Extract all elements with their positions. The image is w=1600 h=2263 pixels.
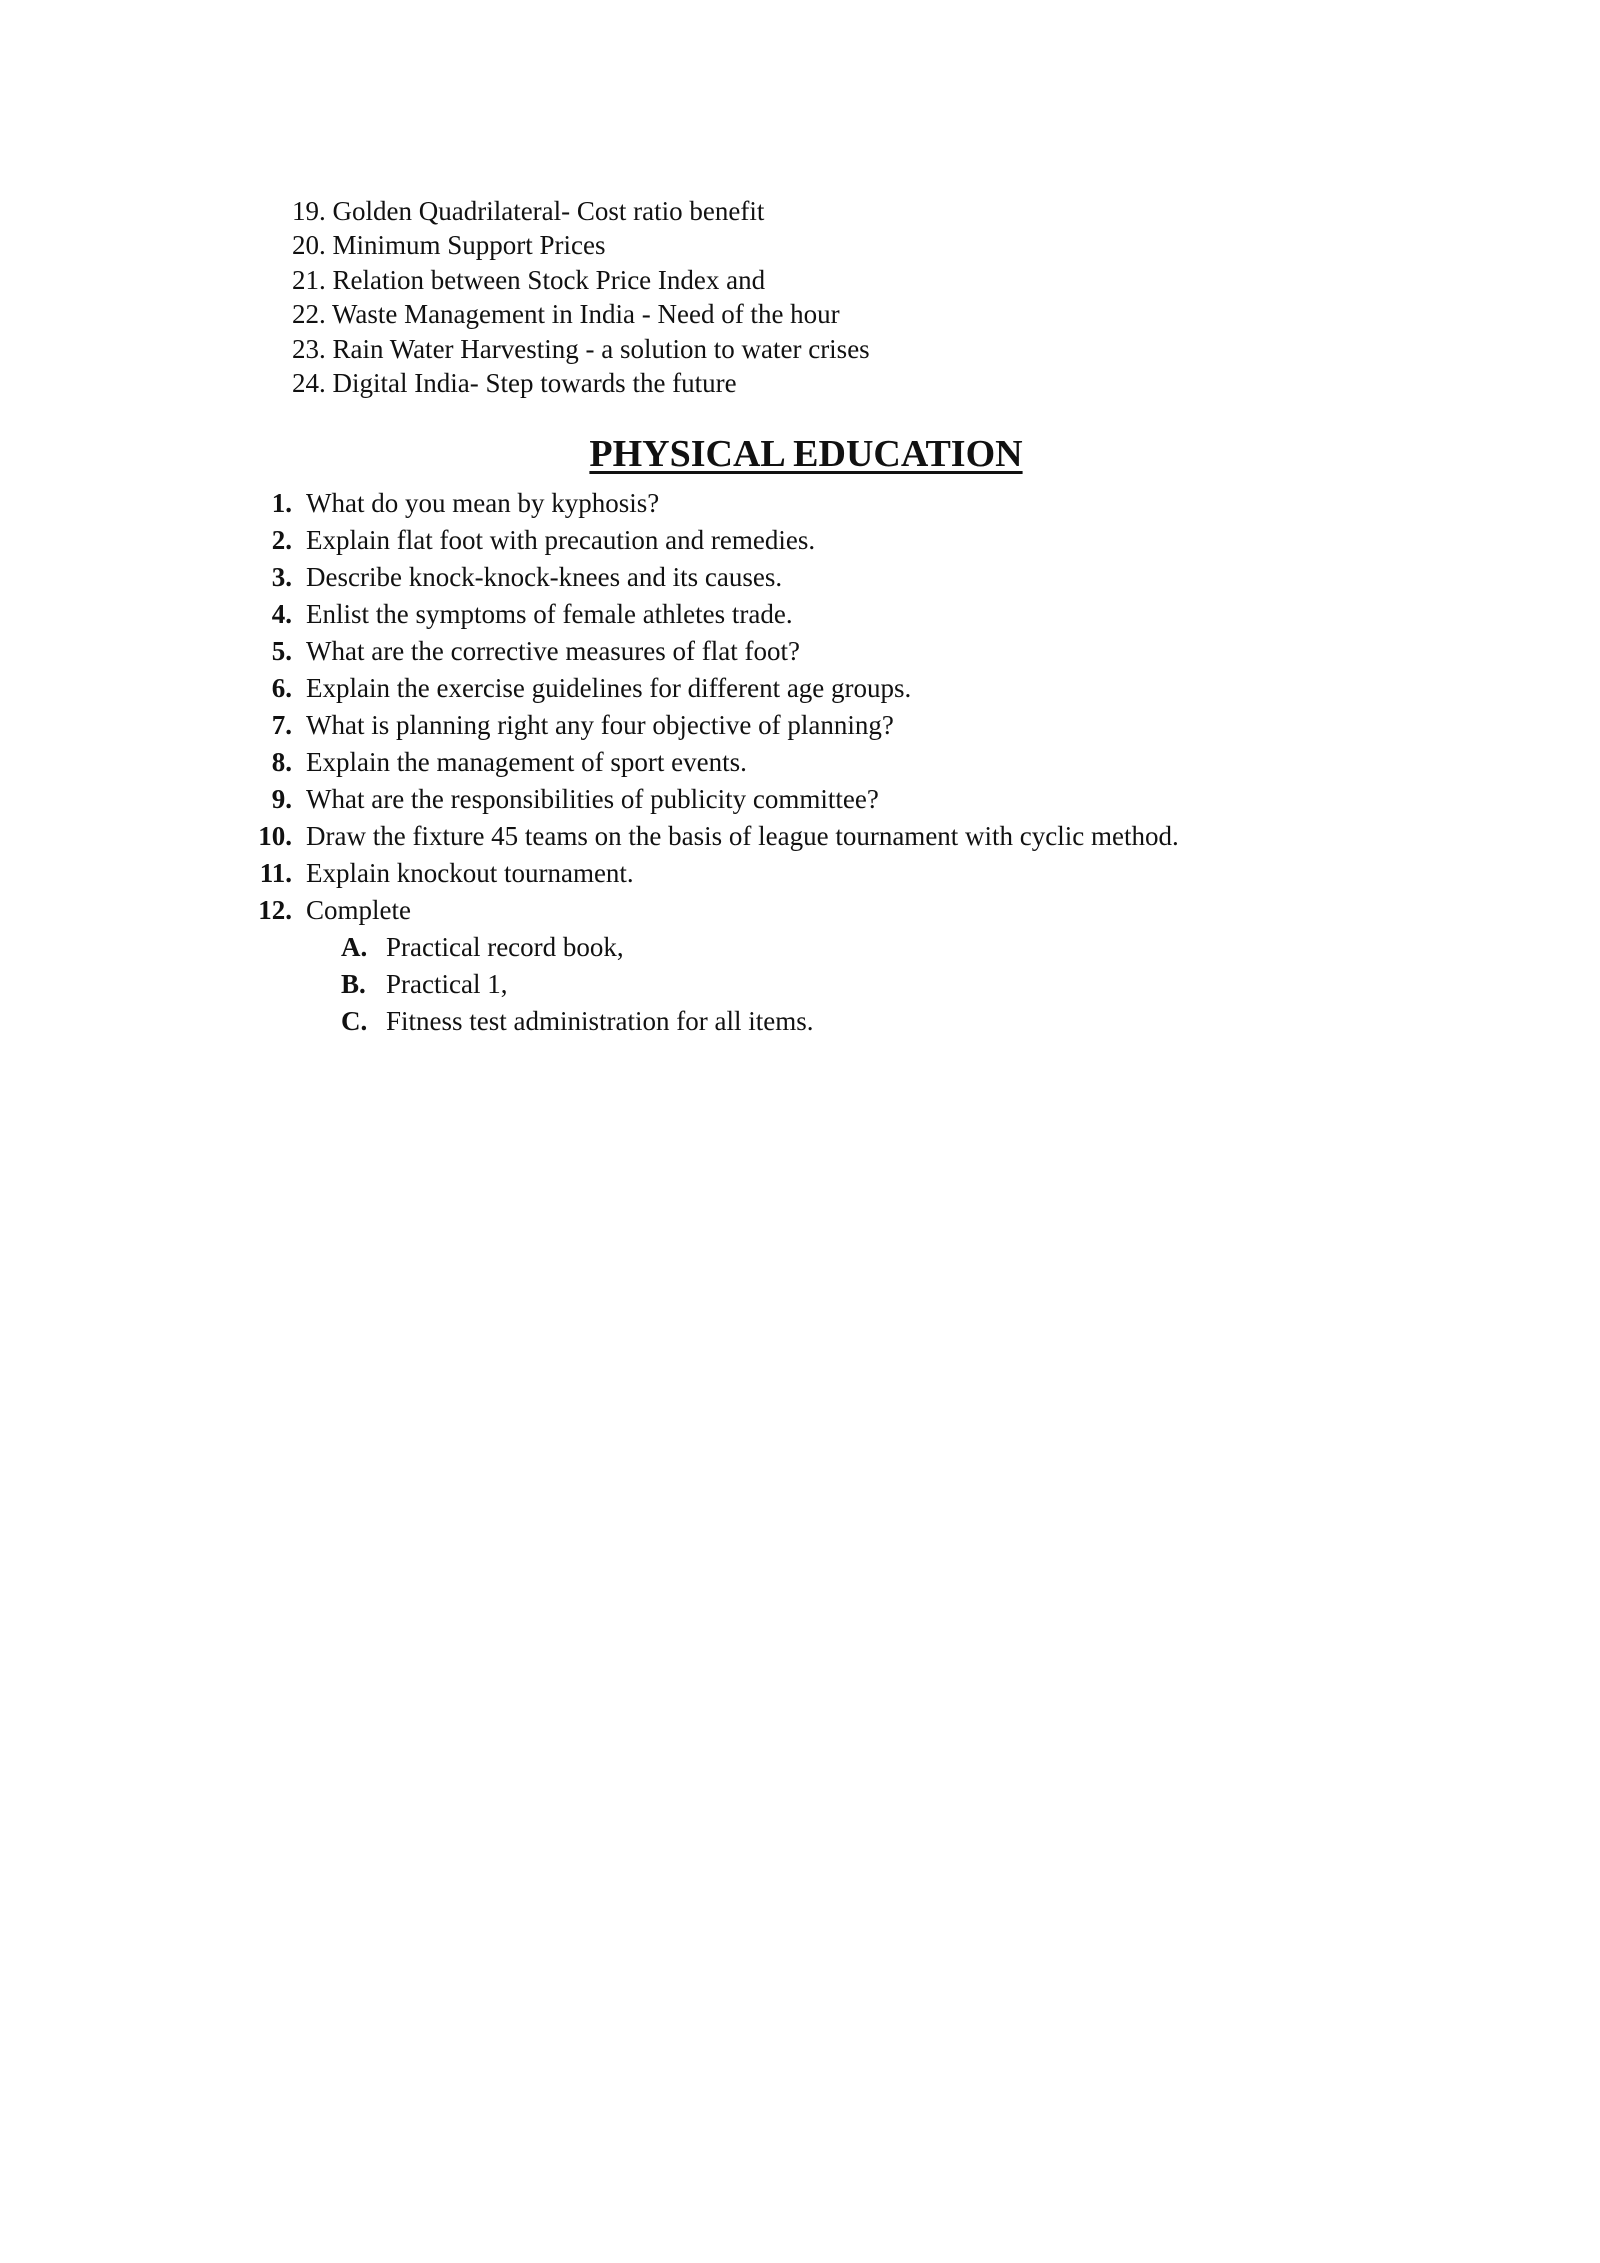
sub-item-letter: A. <box>341 932 368 962</box>
item-text: Digital India- Step towards the future <box>332 368 737 399</box>
list-item <box>292 332 870 366</box>
sub-item-text: Fitness test administration for all items. <box>386 1006 814 1036</box>
sub-item-text: Practical 1, <box>386 969 508 999</box>
question-number: 2. <box>271 525 292 555</box>
question-item <box>236 522 1179 559</box>
sub-item-text: Practical record book, <box>386 932 624 962</box>
question-text: What are the responsibilities of publicity committee? <box>306 784 879 814</box>
item-number: 24. <box>292 368 326 399</box>
item-number: 23. <box>292 333 326 364</box>
question-item <box>236 855 1179 892</box>
question-item <box>236 892 1179 1040</box>
question-text: Explain the management of sport events. <box>306 747 747 777</box>
question-text: What is planning right any four objective of planning? <box>306 710 894 740</box>
question-text: What do you mean by kyphosis? <box>306 488 660 518</box>
question-text: Explain the exercise guidelines for different age groups. <box>306 673 912 703</box>
sub-item <box>341 929 1179 966</box>
sub-item-letter: B. <box>341 969 366 999</box>
question-text: Describe knock-knock-knees and its causes. <box>306 562 783 592</box>
list-item <box>292 297 870 331</box>
list-item <box>292 263 870 297</box>
question-text: Explain flat foot with precaution and remedies. <box>306 525 816 555</box>
question-number: 12. <box>258 895 292 925</box>
section-title-text: PHYSICAL EDUCATION <box>589 433 1023 475</box>
item-text: Waste Management in India - Need of the hour <box>332 299 840 330</box>
item-number: 22. <box>292 299 326 330</box>
question-number: 3. <box>271 562 292 592</box>
question-text: Enlist the symptoms of female athletes trade. <box>306 599 793 629</box>
question-text: Draw the fixture 45 teams on the basis of league tournament with cyclic method. <box>306 821 1179 851</box>
sub-item-letter: C. <box>341 1006 368 1036</box>
item-text: Rain Water Harvesting - a solution to water crises <box>332 333 870 364</box>
sub-item <box>341 966 1179 1003</box>
item-number: 20. <box>292 230 326 261</box>
question-text: Complete <box>306 895 411 925</box>
question-number: 8. <box>271 747 292 777</box>
question-number: 7. <box>271 710 292 740</box>
question-item <box>236 818 1179 855</box>
sub-item <box>341 1003 1179 1040</box>
question-number: 11. <box>259 858 292 888</box>
question-item <box>236 781 1179 818</box>
question-number: 6. <box>271 673 292 703</box>
question-number: 4. <box>271 599 292 629</box>
question-item <box>236 559 1179 596</box>
topic-list <box>292 194 870 400</box>
item-number: 21. <box>292 264 326 295</box>
question-number: 10. <box>258 821 292 851</box>
question-text: Explain knockout tournament. <box>306 858 634 888</box>
question-text: What are the corrective measures of flat foot? <box>306 636 800 666</box>
question-item <box>236 633 1179 670</box>
question-number: 5. <box>271 636 292 666</box>
sub-item-list <box>236 929 1179 1040</box>
section-title <box>0 432 1600 476</box>
question-item <box>236 744 1179 781</box>
item-text: Minimum Support Prices <box>332 230 606 261</box>
item-text: Relation between Stock Price Index and <box>332 264 766 295</box>
question-item <box>236 485 1179 522</box>
list-item <box>292 366 870 400</box>
item-number: 19. <box>292 196 326 226</box>
item-text: Golden Quadrilateral- Cost ratio benefit <box>332 196 765 226</box>
question-number: 9. <box>271 784 292 814</box>
list-item <box>292 228 870 262</box>
question-item <box>236 707 1179 744</box>
question-number: 1. <box>271 488 292 518</box>
question-item <box>236 596 1179 633</box>
question-list <box>236 485 1179 1040</box>
list-item <box>292 194 870 228</box>
question-item <box>236 670 1179 707</box>
